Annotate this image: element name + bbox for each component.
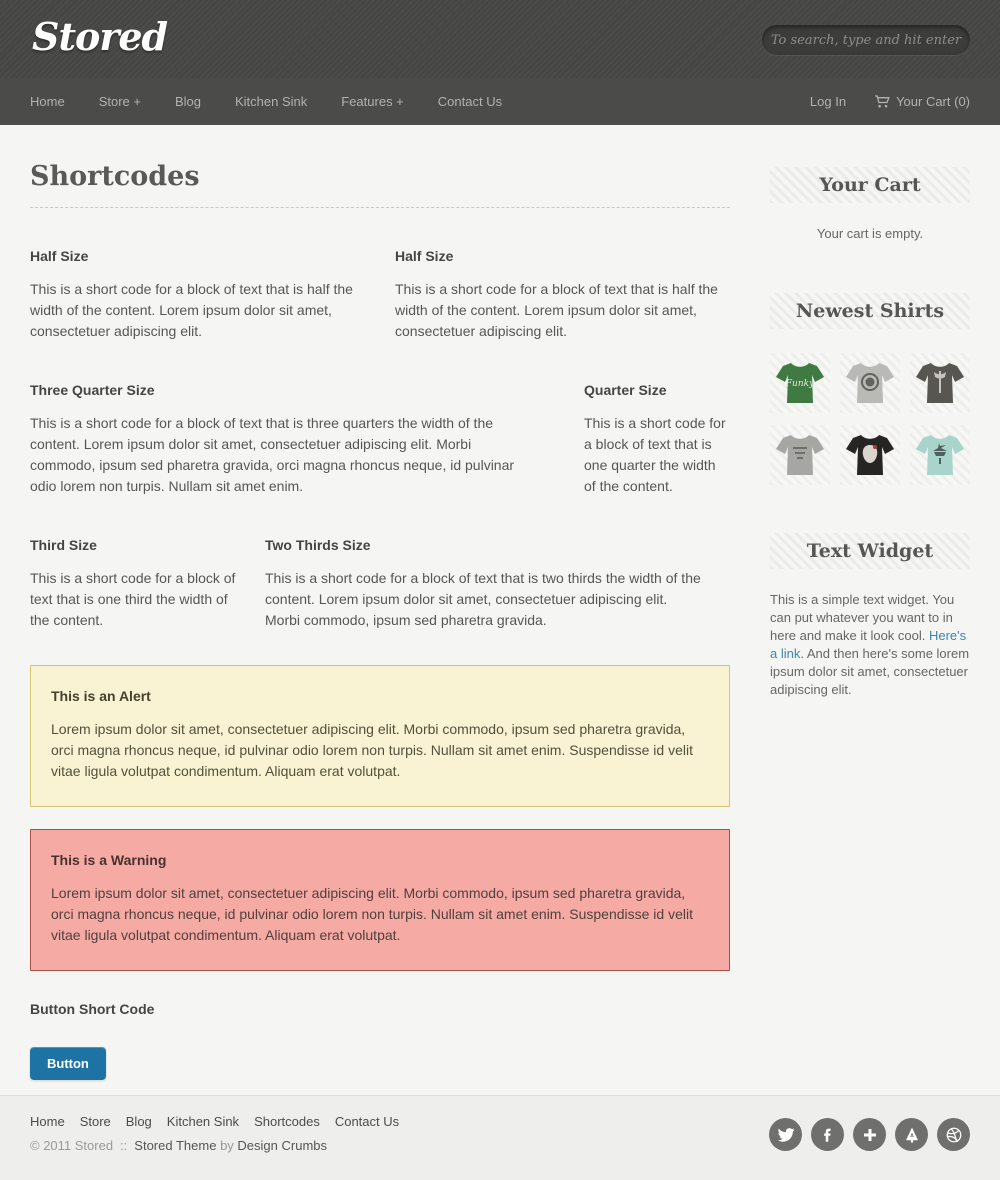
footer-link-shortcodes[interactable]: Shortcodes <box>254 1114 320 1129</box>
shortcode-button[interactable]: Button <box>30 1047 106 1080</box>
footer-nav <box>30 1114 399 1129</box>
footer-copyright <box>30 1138 399 1153</box>
quarter-block <box>584 382 730 497</box>
shopping-cart-icon <box>874 95 890 109</box>
section-heading: Two Thirds Size <box>265 537 371 553</box>
footer-link-kitchen-sink[interactable]: Kitchen Sink <box>166 1114 240 1129</box>
alert-title: This is an Alert <box>51 688 151 704</box>
section-text: This is a short code for a block of text that is half the width of the content. Lorem ipsum dolor sit amet, consectetuer adipiscing elit. <box>395 281 718 339</box>
shirt-lion-rose <box>873 445 877 449</box>
nav-item-features[interactable]: Features + <box>341 94 404 109</box>
shirt-print-text: Funky <box>785 379 815 389</box>
nav-item-contact-us[interactable]: Contact Us <box>437 94 503 109</box>
credit-link[interactable]: Design Crumbs <box>237 1138 328 1153</box>
copyright-text: © 2011 Stored <box>30 1138 114 1153</box>
half-size-block-1 <box>30 248 365 342</box>
login-link[interactable]: Log In <box>809 94 847 109</box>
section-heading: Half Size <box>30 248 89 264</box>
footer-link-blog[interactable]: Blog <box>125 1114 152 1129</box>
main-nav <box>30 94 502 109</box>
text-widget-body <box>770 591 970 699</box>
section-text: This is a short code for a block of text that is three quarters the width of the content. Lorem ipsum dolor sit amet, consectetuer adipiscing elit. Morbi commodo, ipsum sed pharetra gravida, orci magna rhoncus neque, id pulvinar odio lorem non turpis. Nullam sit amet enim. <box>30 415 515 494</box>
text-widget-before-link: This is a simple text widget. You can put whatever you want to in here and make it look cool. <box>770 592 955 643</box>
cart-widget-title: Your Cart <box>770 167 970 203</box>
forrst-icon[interactable] <box>895 1118 928 1151</box>
footer-social-icons <box>769 1096 970 1151</box>
theme-link[interactable]: Stored Theme <box>134 1138 217 1153</box>
footer-link-home[interactable]: Home <box>30 1114 65 1129</box>
section-heading: Half Size <box>395 248 454 264</box>
shirt-thumbnail-charcoal-axe[interactable] <box>910 353 970 413</box>
page-title: Shortcodes <box>30 161 730 208</box>
section-heading: Third Size <box>30 537 97 553</box>
section-heading: Button Short Code <box>30 1001 155 1017</box>
text-widget-link[interactable]: Here's a link <box>770 628 967 661</box>
section-text: This is a short code for a block of text that is half the width of the content. Lorem ipsum dolor sit amet, consectetuer adipiscing elit. <box>30 281 353 339</box>
newest-shirts-widget-title: Newest Shirts <box>770 293 970 329</box>
site-header <box>0 0 1000 78</box>
nav-item-blog[interactable]: Blog <box>174 94 201 109</box>
twitter-icon[interactable] <box>769 1118 802 1151</box>
text-widget-title: Text Widget <box>770 533 970 569</box>
shirt-thumbnail-black-lion[interactable] <box>840 425 900 485</box>
section-text: This is a short code for a block of text that is one quarter the width of the content. <box>584 415 726 494</box>
nav-item-kitchen-sink[interactable]: Kitchen Sink <box>235 94 308 109</box>
nav-item-store[interactable]: Store + <box>98 94 141 109</box>
google-plus-icon[interactable] <box>853 1118 886 1151</box>
user-nav <box>810 94 970 109</box>
third-size-block <box>30 537 242 631</box>
three-quarter-block <box>30 382 522 497</box>
by-text: by <box>220 1138 234 1153</box>
main-column <box>30 125 730 1080</box>
search-input[interactable] <box>762 25 970 55</box>
shirt-emblem-center <box>866 378 875 387</box>
cart-empty-text: Your cart is empty. <box>816 226 924 241</box>
shirt-thumbnail-gray-print[interactable] <box>770 425 830 485</box>
alert-text: Lorem ipsum dolor sit amet, consectetuer adipiscing elit. Morbi commodo, ipsum sed pharetra gravida, orci magna rhoncus neque, id pulvinar odio lorem non turpis. Nullam sit amet enim. Suspendisse id velit vitae ligula volutpat condimentum. Aliquam erat volutpat. <box>51 721 693 779</box>
half-size-block-2 <box>395 248 730 342</box>
cart-link[interactable] <box>874 94 970 109</box>
dribbble-icon[interactable] <box>937 1118 970 1151</box>
three-quarter-row <box>30 382 730 497</box>
section-text: This is a short code for a block of text that is two thirds the width of the content. Lorem ipsum dolor sit amet, consectetuer adipiscing elit. Morbi commodo, ipsum sed pharetra gravida. <box>265 570 701 628</box>
warning-text: Lorem ipsum dolor sit amet, consectetuer adipiscing elit. Morbi commodo, ipsum sed pharetra gravida, orci magna rhoncus neque, id pulvinar odio lorem non turpis. Nullam sit amet enim. Suspendisse id velit vitae ligula volutpat condimentum. Aliquam erat volutpat. <box>51 885 693 943</box>
text-widget-after-link: . And then here's some lorem ipsum dolor sit amet, consectetuer adipiscing elit. <box>770 646 970 697</box>
shirt-thumbnail-teal-ship[interactable] <box>910 425 970 485</box>
facebook-icon[interactable] <box>811 1118 844 1151</box>
footer-left <box>30 1096 399 1153</box>
half-size-row <box>30 248 730 342</box>
content-area <box>0 125 1000 1095</box>
newest-shirts-grid <box>770 353 970 485</box>
cart-label: Your Cart (0) <box>896 94 970 109</box>
alert-box <box>30 665 730 807</box>
main-navbar <box>0 78 1000 125</box>
sidebar <box>770 125 970 699</box>
button-shortcode-section <box>30 1001 730 1080</box>
shirt-thumbnail-green-funky[interactable] <box>770 353 830 413</box>
section-heading: Three Quarter Size <box>30 382 155 398</box>
footer-link-store[interactable]: Store <box>79 1114 111 1129</box>
warning-box <box>30 829 730 971</box>
site-footer <box>0 1095 1000 1180</box>
tshirt-shape <box>776 435 824 475</box>
section-text: This is a short code for a block of text that is one third the width of the content. <box>30 570 236 628</box>
thirds-row <box>30 537 730 631</box>
site-logo[interactable]: Stored <box>32 14 168 59</box>
footer-link-contact-us[interactable]: Contact Us <box>334 1114 400 1129</box>
copyright-separator: :: <box>120 1138 128 1153</box>
section-heading: Quarter Size <box>584 382 667 398</box>
shirt-thumbnail-gray-emblem[interactable] <box>840 353 900 413</box>
warning-title: This is a Warning <box>51 852 167 868</box>
nav-item-home[interactable]: Home <box>30 94 65 109</box>
two-thirds-block <box>265 537 705 631</box>
